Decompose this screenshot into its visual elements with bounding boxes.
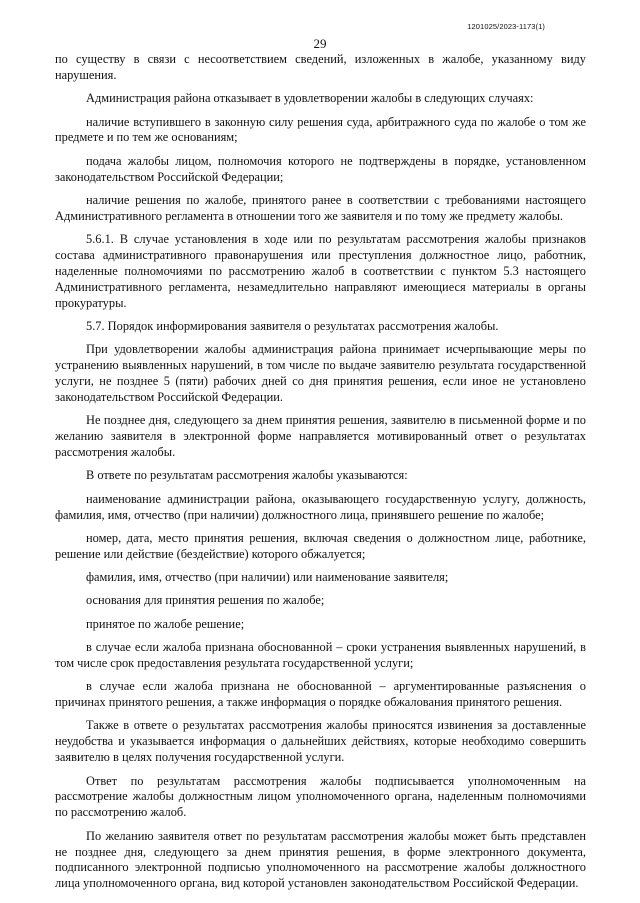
- section-5-7-heading: 5.7. Порядок информирования заявителя о результатах рассмотрения жалобы.: [86, 319, 499, 334]
- document-body: [55, 52, 586, 900]
- list-item: наименование администрации района, оказывающего государственную услугу, должность, фамилия, имя, отчество (при наличии) должностного лица, принявшего решение по жалобе;: [55, 491, 586, 522]
- list-item: в случае если жалоба признана не обоснованной – аргументированные разъяснения о причинах принятого решения, а также информация о порядке обжалования принятого решения.: [55, 679, 586, 710]
- paragraph: При удовлетворении жалобы администрация района принимает исчерпывающие меры по устранению выявленных нарушений, в том числе по выдаче заявителю результата государственной услуги, не позднее 5 (пяти) рабочих дней со дня принятия решения, если иное не установлено законодательством Российской Федерации.: [55, 342, 586, 405]
- paragraph: Ответ по результатам рассмотрения жалобы подписывается уполномоченным на рассмотрение жалобы должностным лицом уполномоченного органа, наделенным полномочиями по рассмотрению жалоб.: [55, 773, 586, 820]
- paragraph-continuation: по существу в связи с несоответствием сведений, изложенных в жалобе, указанному виду нарушения.: [55, 52, 586, 82]
- paragraph: В ответе по результатам рассмотрения жалобы указываются:: [86, 468, 408, 483]
- paragraph: подача жалобы лицом, полномочия которого не подтверждены в порядке, установленном законодательством Российской Федерации;: [55, 153, 586, 184]
- paragraph: Также в ответе о результатах рассмотрения жалобы приносятся извинения за доставленные неудобства и указывается информация о дальнейших действиях, которые необходимо совершить заявителю в целях получения государственной услуги.: [55, 718, 586, 765]
- document-id: 1201025/2023-1173(1): [467, 22, 545, 31]
- list-item: в случае если жалоба признана обоснованной – сроки устранения выявленных нарушений, в том числе срок предоставления результата государственной услуги;: [55, 640, 586, 670]
- paragraph: Не позднее дня, следующего за днем принятия решения, заявителю в письменной форме и по желанию заявителя в электронной форме направляется мотивированный ответ о результатах рассмотрения жалобы.: [55, 413, 586, 460]
- page-number: 29: [313, 36, 327, 51]
- section-5-6-1: 5.6.1. В случае установления в ходе или по результатам рассмотрения жалобы признаков состава административного правонарушения или преступления должностное лицо, работник, наделенные полномочиями по рассмотрению жалоб в соответствии с пунктом 5.3 настоящего Административного регламента, незамедлительно направляют имеющиеся материалы в органы прокуратуры.: [55, 232, 586, 310]
- list-item: принятое по жалобе решение;: [86, 616, 245, 631]
- paragraph: наличие решения по жалобе, принятого ранее в соответствии с требованиями настоящего Административного регламента в отношении того же заявителя и по тому же предмету жалобы.: [55, 192, 586, 223]
- list-item: основания для принятия решения по жалобе;: [86, 593, 325, 608]
- paragraph: Администрация района отказывает в удовлетворении жалобы в следующих случаях:: [86, 91, 534, 106]
- list-item: фамилия, имя, отчество (при наличии) или наименование заявителя;: [86, 570, 449, 585]
- paragraph: наличие вступившего в законную силу решения суда, арбитражного суда по жалобе о том же предмете и по тем же основаниям;: [55, 114, 586, 145]
- paragraph: По желанию заявителя ответ по результатам рассмотрения жалобы может быть представлен не позднее дня, следующего за днем принятия решения, в форме электронного документа, подписанного электронной подписью уполномоченного на рассмотрение жалобы должностного лица уполномоченного органа, вид которой установлен законодательством Российской Федерации.: [55, 828, 586, 891]
- list-item: номер, дата, место принятия решения, включая сведения о должностном лице, работнике, решение или действие (бездействие) которого обжалуется;: [55, 530, 586, 561]
